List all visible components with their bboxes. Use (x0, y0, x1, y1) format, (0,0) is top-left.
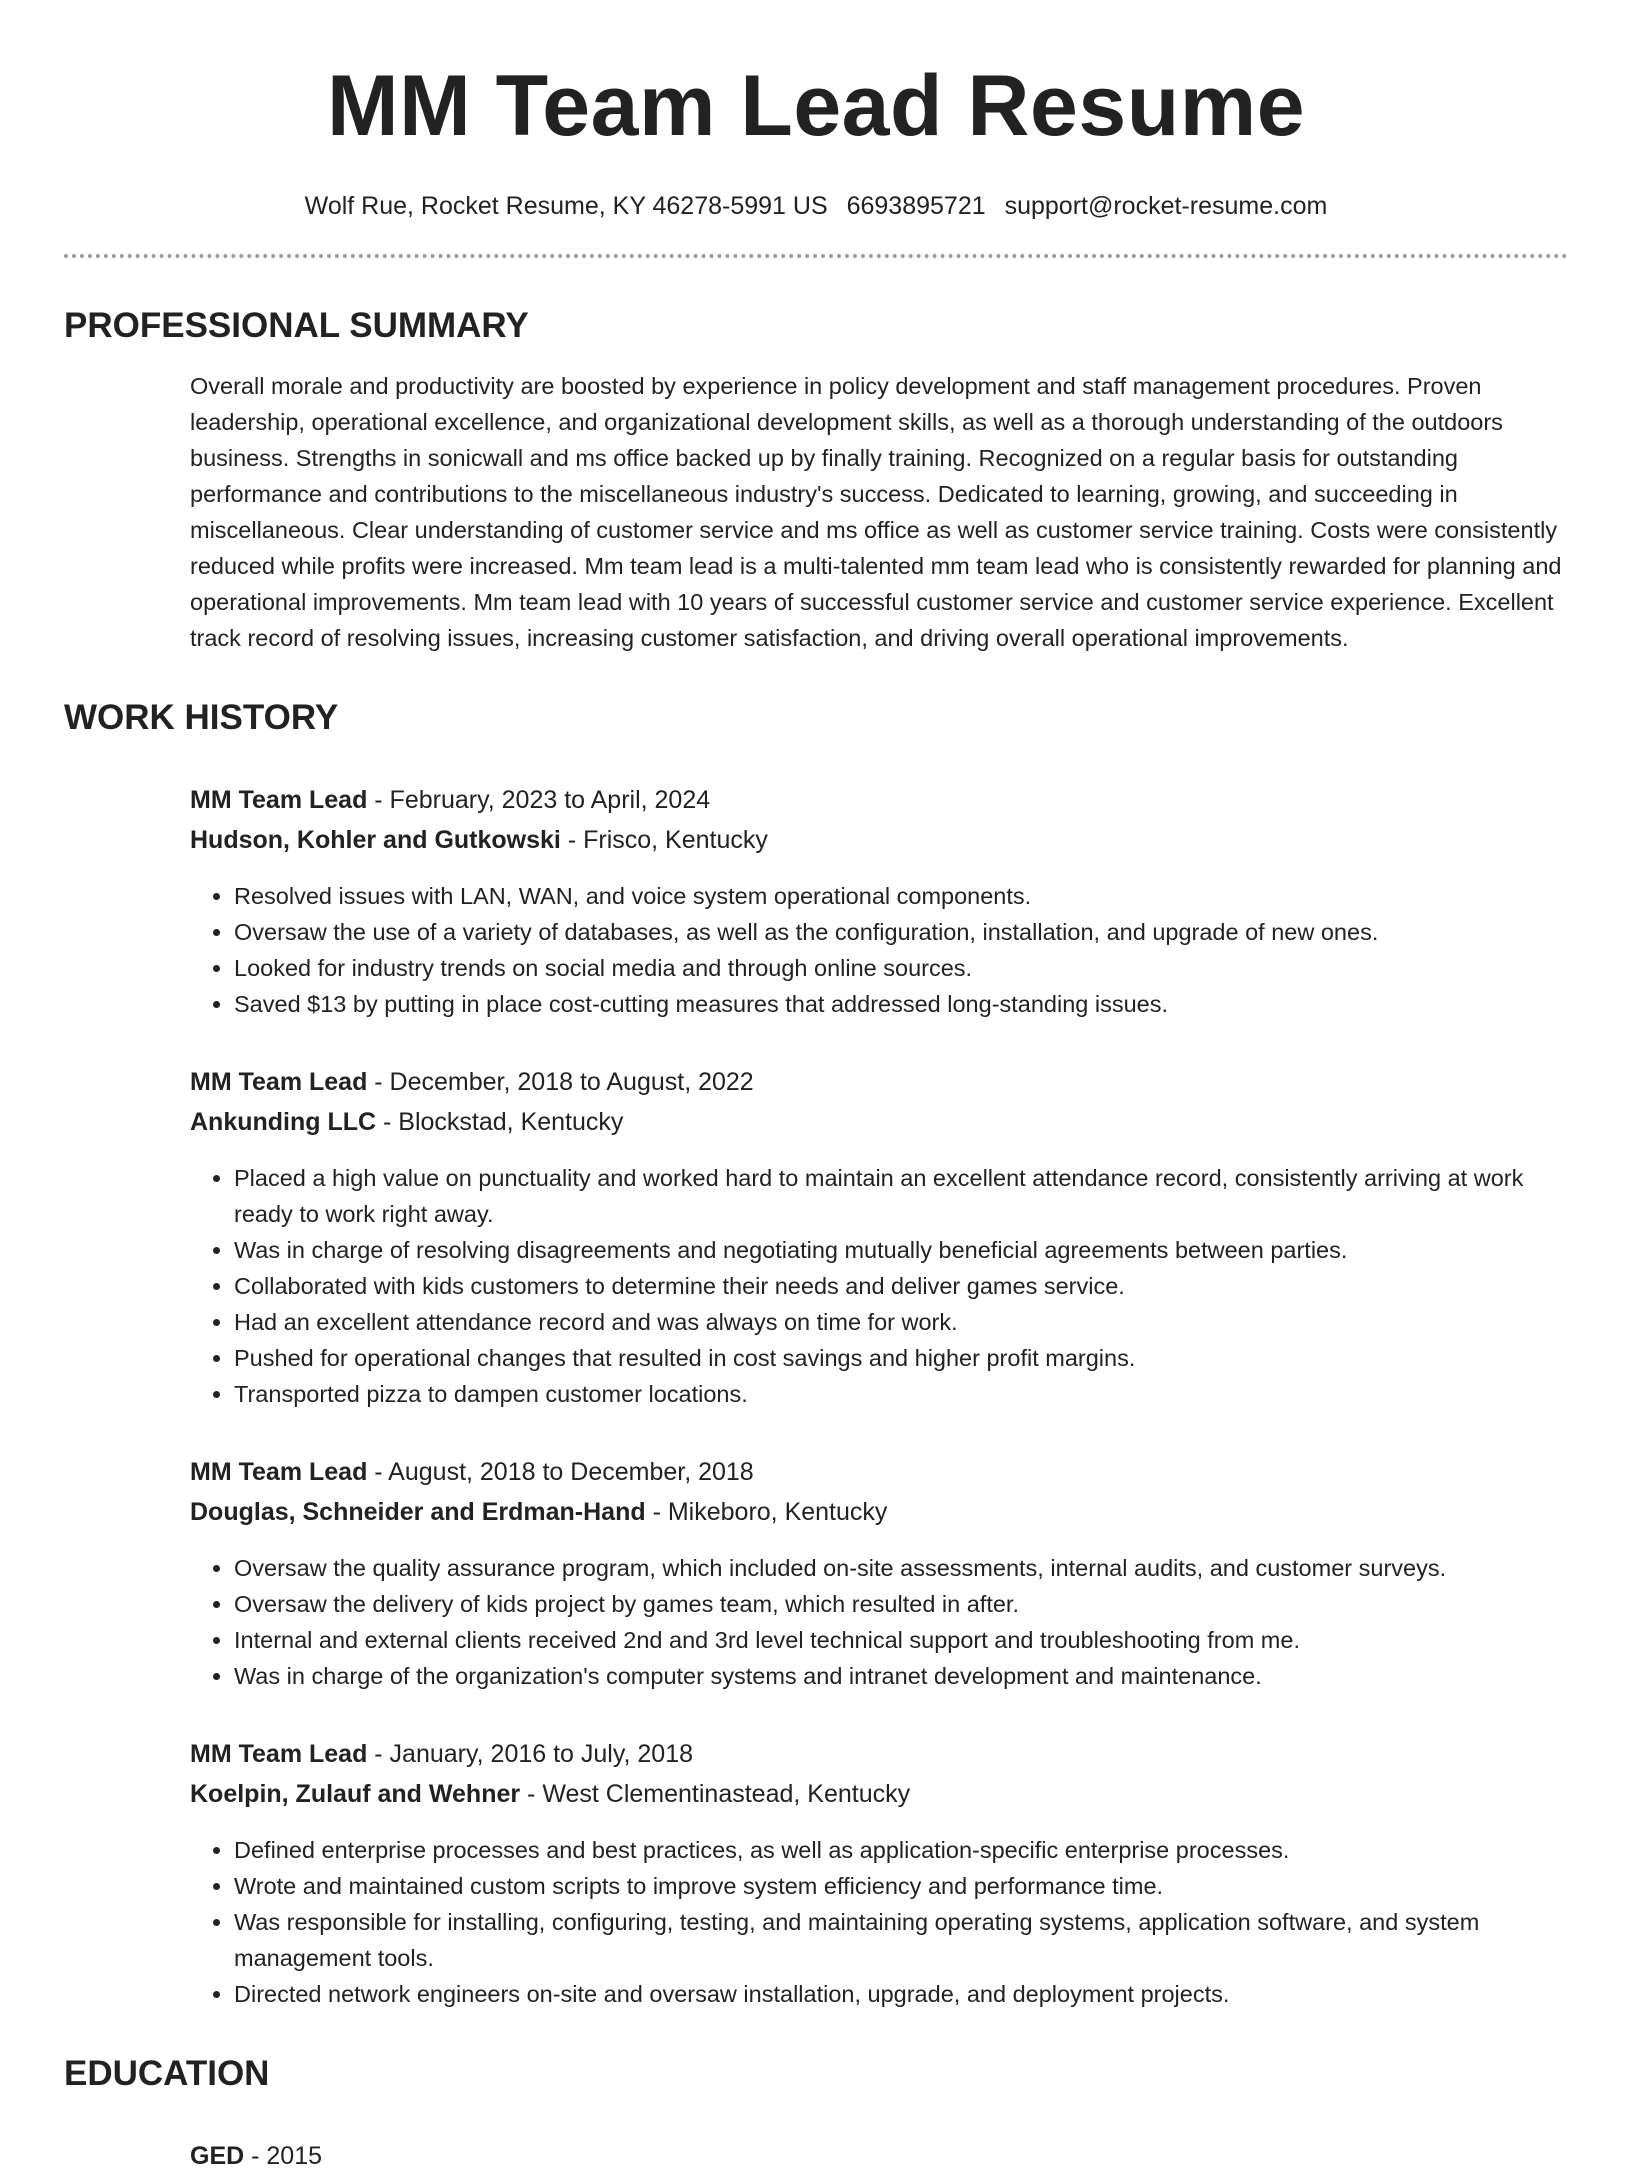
job-bullet: • Oversaw the use of a variety of databases, as well as the configuration, installation, and upgrade of new ones. (234, 914, 1568, 950)
job-bullet: • Saved $13 by putting in place cost-cutting measures that addressed long-standing issues. (234, 986, 1568, 1022)
job-bullet: • Placed a high value on punctuality and worked hard to maintain an excellent attendance record, consistently arriving at work ready to work right away. (234, 1160, 1568, 1232)
job-bullet: • Had an excellent attendance record and was always on time for work. (234, 1304, 1568, 1340)
job-entry (190, 1736, 1568, 2012)
job-bullets (190, 1160, 1568, 1412)
job-bullets (190, 878, 1568, 1022)
job-title-line (190, 782, 1568, 818)
job-bullet: • Resolved issues with LAN, WAN, and voice system operational components. (234, 878, 1568, 914)
job-bullets (190, 1550, 1568, 1694)
summary-section (64, 304, 1568, 656)
job-company: Koelpin, Zulauf and Wehner (190, 1780, 521, 1808)
job-location: - Mikeboro, Kentucky (645, 1498, 888, 1526)
header-divider (64, 254, 1568, 258)
job-company-line (190, 1494, 1568, 1530)
job-title-line (190, 1736, 1568, 1772)
job-bullet: • Oversaw the quality assurance program, which included on-site assessments, internal audits, and customer surveys. (234, 1550, 1568, 1586)
job-bullet: • Collaborated with kids customers to determine their needs and deliver games service. (234, 1268, 1568, 1304)
job-location: - West Clementinastead, Kentucky (520, 1780, 911, 1808)
job-entry (190, 1454, 1568, 1694)
contact-email: support@rocket-resume.com (1004, 192, 1328, 220)
education-degree: GED (190, 2142, 245, 2170)
summary-text: Overall morale and productivity are boosted by experience in policy development and staff management procedures. Proven leadership, operational excellence, and organizational development skills, as well as a thorough understanding of the outdoors business. Strengths in sonicwall and ms office backed up by finally training. Recognized on a regular basis for outstanding performance and contributions to the miscellaneous industry's success. Dedicated to learning, growing, and succeeding in miscellaneous. Clear understanding of customer service and ms office as well as customer service training. Costs were consistently reduced while profits were increased. Mm team lead is a multi-talented mm team lead who is consistently rewarded for planning and operational improvements. Mm team lead with 10 years of successful customer service and customer service experience. Excellent track record of resolving issues, increasing customer satisfaction, and driving overall operational improvements. (190, 373, 1562, 651)
job-bullet: • Wrote and maintained custom scripts to improve system efficiency and performance time. (234, 1868, 1568, 1904)
job-bullet: • Internal and external clients received 2nd and 3rd level technical support and troubleshooting from me. (234, 1622, 1568, 1658)
job-bullets (190, 1832, 1568, 2012)
summary-title: PROFESSIONAL SUMMARY (64, 306, 529, 345)
job-company: Douglas, Schneider and Erdman-Hand (190, 1498, 646, 1526)
contact-phone: 6693895721 (846, 192, 986, 220)
job-dates: - February, 2023 to April, 2024 (367, 786, 711, 814)
job-role: MM Team Lead (190, 1458, 368, 1486)
job-entry (190, 1064, 1568, 1412)
work-history-title: WORK HISTORY (64, 698, 339, 737)
job-role: MM Team Lead (190, 1740, 368, 1768)
resume-name: MM Team Lead Resume (326, 58, 1306, 154)
education-year: - 2015 (244, 2142, 323, 2170)
contact-address: Wolf Rue, Rocket Resume, KY 46278-5991 US (304, 192, 828, 220)
contact-line (64, 190, 1568, 222)
job-company-line (190, 1104, 1568, 1140)
education-section (64, 2052, 1568, 2174)
job-title-line (190, 1454, 1568, 1490)
job-company: Ankunding LLC (190, 1108, 377, 1136)
job-role: MM Team Lead (190, 786, 368, 814)
job-bullet: • Looked for industry trends on social media and through online sources. (234, 950, 1568, 986)
education-title: EDUCATION (64, 2054, 270, 2093)
job-company-line (190, 822, 1568, 858)
job-location: - Frisco, Kentucky (560, 826, 768, 854)
job-bullet: • Oversaw the delivery of kids project by games team, which resulted in after. (234, 1586, 1568, 1622)
job-company: Hudson, Kohler and Gutkowski (190, 826, 561, 854)
job-bullet: • Directed network engineers on-site and oversaw installation, upgrade, and deployment projects. (234, 1976, 1568, 2012)
job-bullet: • Was in charge of resolving disagreements and negotiating mutually beneficial agreements between parties. (234, 1232, 1568, 1268)
job-role: MM Team Lead (190, 1068, 368, 1096)
resume-header (64, 0, 1568, 222)
job-dates: - January, 2016 to July, 2018 (367, 1740, 694, 1768)
job-dates: - August, 2018 to December, 2018 (367, 1458, 754, 1486)
job-title-line (190, 1064, 1568, 1100)
job-bullet: • Was in charge of the organization's computer systems and intranet development and maintenance. (234, 1658, 1568, 1694)
work-history-section (64, 696, 1568, 2012)
education-entry (190, 2138, 1568, 2174)
job-bullet: • Defined enterprise processes and best practices, as well as application-specific enterprise processes. (234, 1832, 1568, 1868)
job-bullet: • Was responsible for installing, configuring, testing, and maintaining operating systems, application software, and system management tools. (234, 1904, 1568, 1976)
job-dates: - December, 2018 to August, 2022 (367, 1068, 754, 1096)
job-entry (190, 782, 1568, 1022)
job-bullet: • Transported pizza to dampen customer locations. (234, 1376, 1568, 1412)
job-bullet: • Pushed for operational changes that resulted in cost savings and higher profit margins. (234, 1340, 1568, 1376)
job-location: - Blockstad, Kentucky (376, 1108, 624, 1136)
job-company-line (190, 1776, 1568, 1812)
